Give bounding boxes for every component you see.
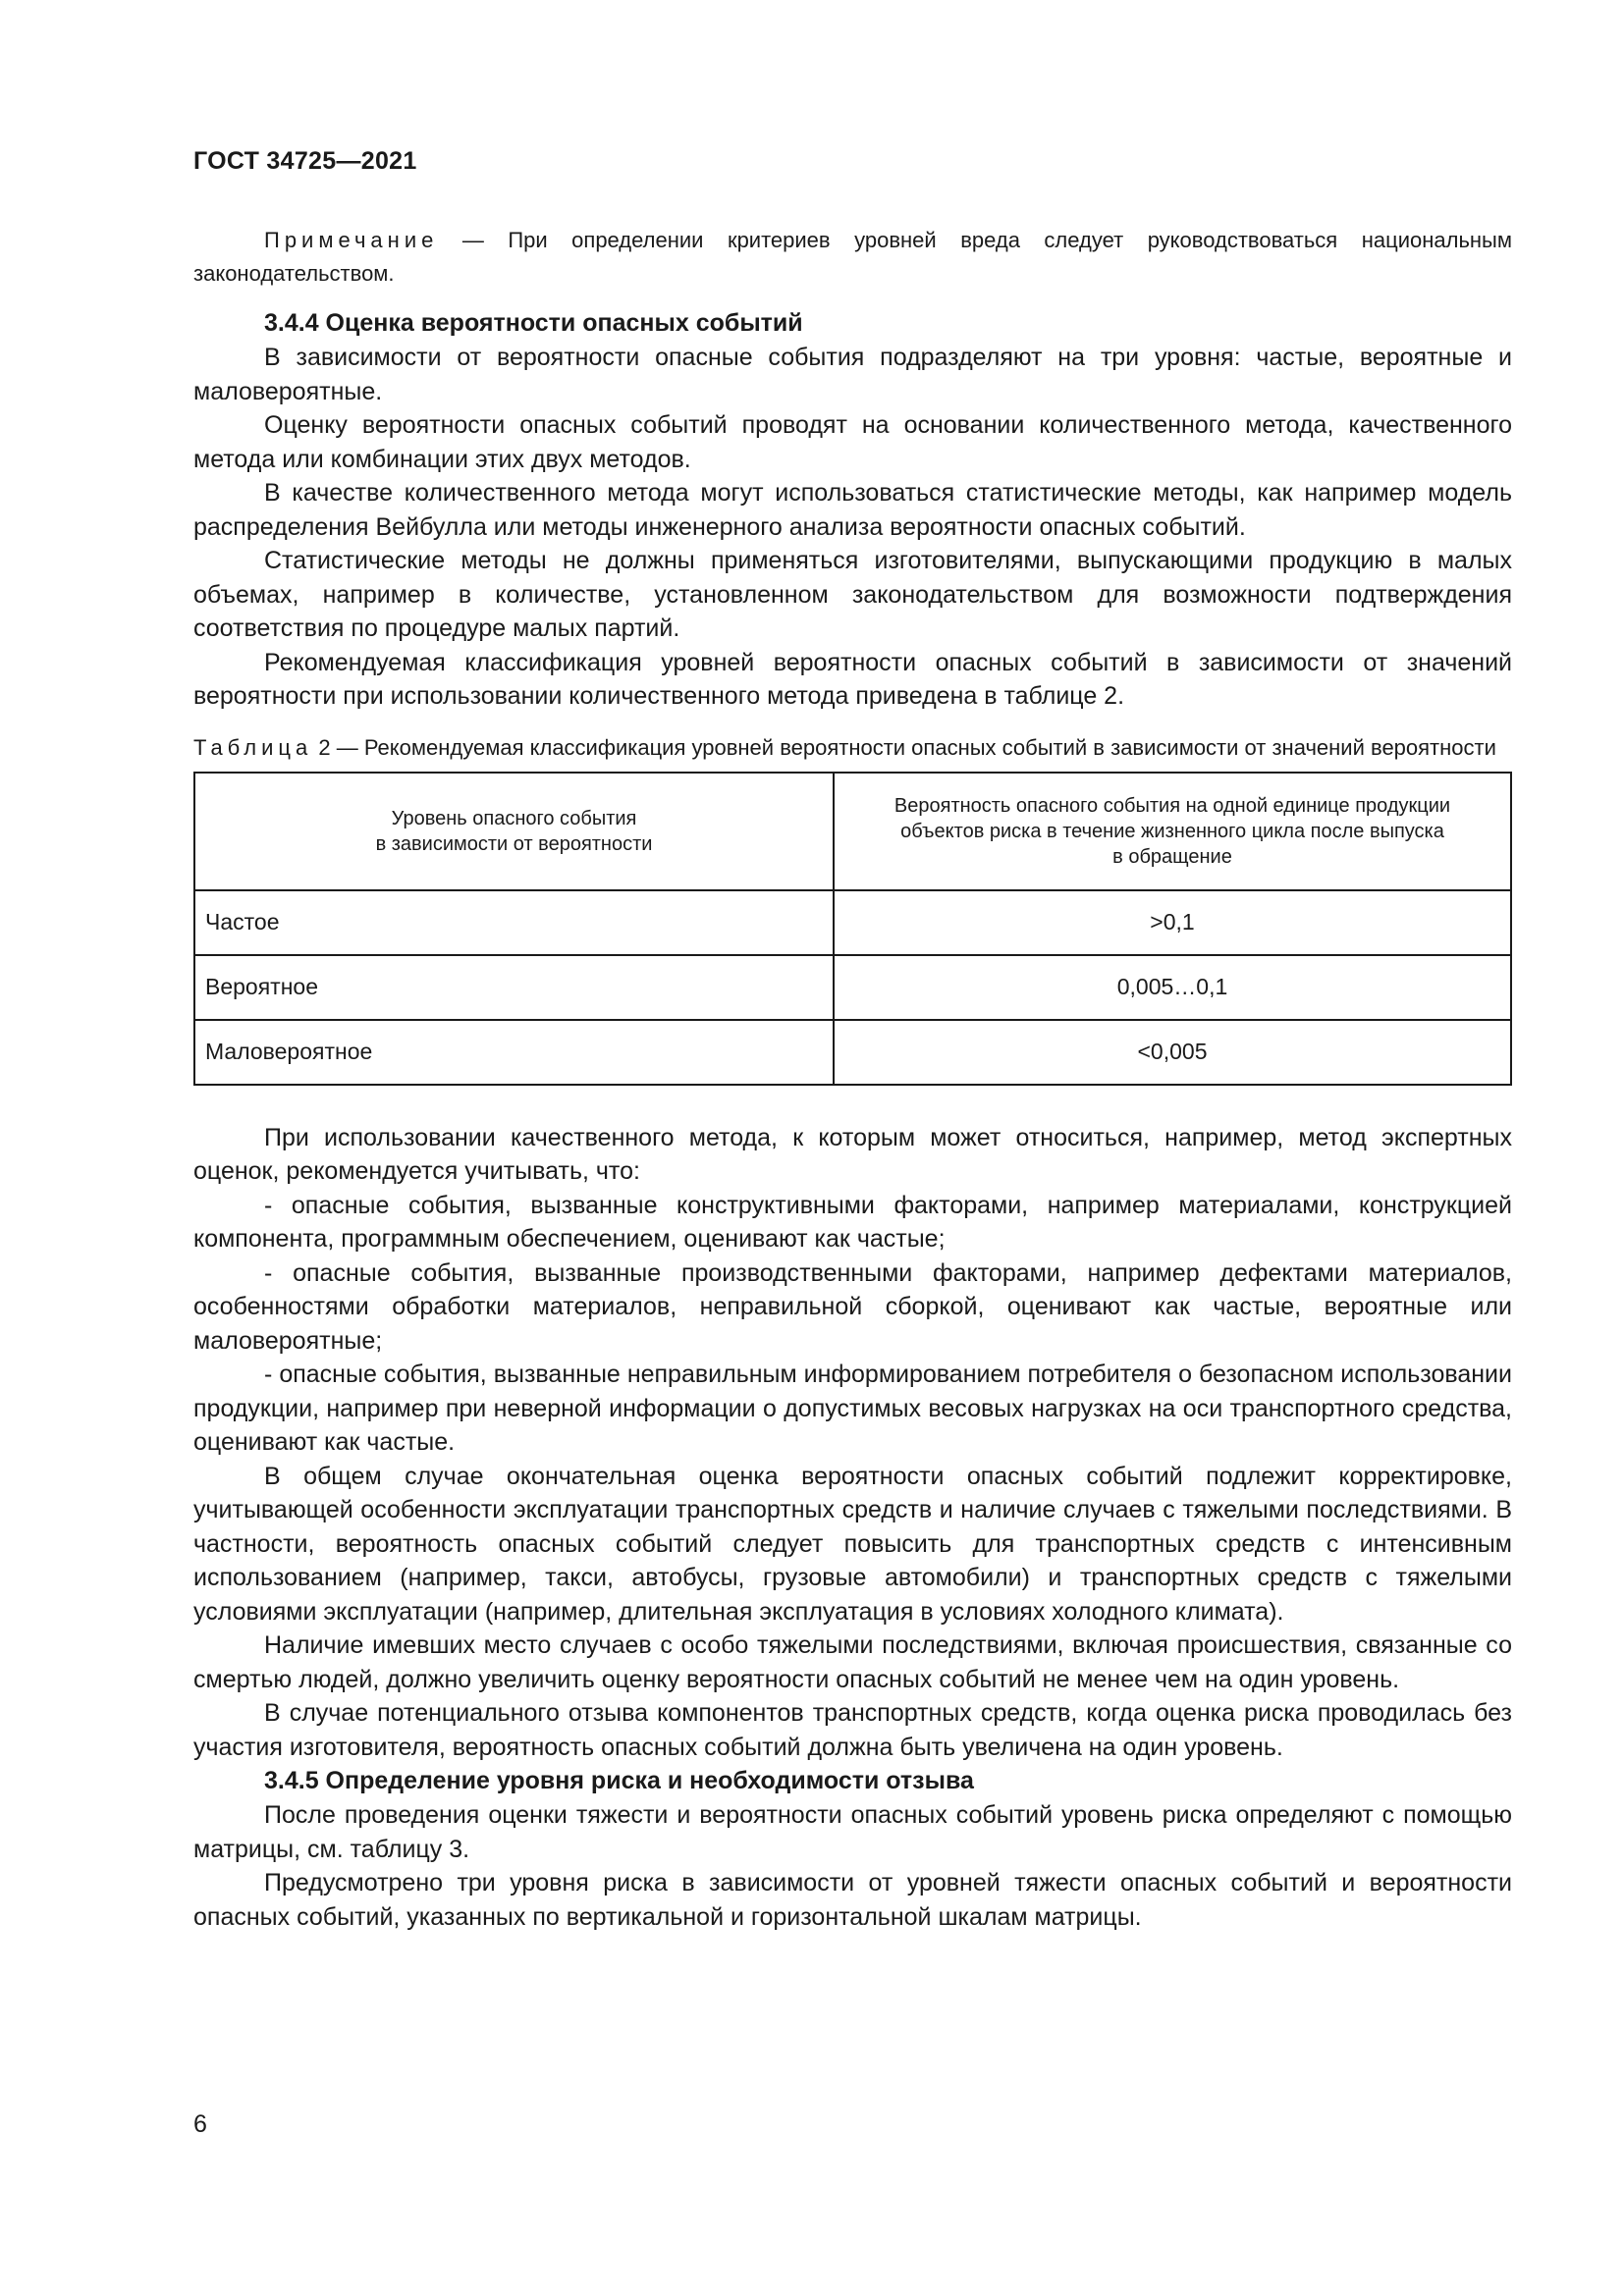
table-row — [194, 890, 1511, 955]
table-row — [194, 1020, 1511, 1085]
probability-cell: 0,005…0,1 — [834, 955, 1511, 1020]
paragraph: Предусмотрено три уровня риска в зависимости от уровней тяжести опасных событий и вероятности опасных событий, указанных по вертикальной и горизонтальной шкалам матрицы. — [193, 1869, 1512, 1931]
page-content — [193, 224, 1512, 1934]
level-cell: Маловероятное — [194, 1020, 834, 1085]
probability-cell: >0,1 — [834, 890, 1511, 955]
paragraph: Статистические методы не должны применяться изготовителями, выпускающими продукцию в малых объемах, например в количестве, установленном законодательством для возможности подтверждения соответствия по процедуре малых партий. — [193, 547, 1512, 642]
col-header-level — [194, 773, 834, 890]
table-row — [194, 955, 1511, 1020]
page-number: 6 — [193, 2110, 207, 2138]
list-item: - опасные события, вызванные конструктивными факторами, например материалами, конструкцией компонента, программным обеспечением, оценивают как частые; — [193, 1191, 1512, 1253]
section-title-3-4-4: 3.4.4 Оценка вероятности опасных событий — [264, 309, 803, 337]
col-header-level-text: Уровень опасного события в зависимости от вероятности — [375, 807, 653, 855]
table-caption-text: 2 — Рекомендуемая классификация уровней вероятности опасных событий в зависимости от значений вероятности — [312, 734, 1496, 760]
table-2-caption — [193, 731, 1512, 764]
list-item: - опасные события, вызванные неправильным информированием потребителя о безопасном использовании продукции, например при неверной информации о допустимых весовых нагрузках на оси транспортного средства, оценивают как частые. — [193, 1361, 1512, 1456]
table-2 — [193, 772, 1512, 1086]
level-cell: Вероятное — [194, 955, 834, 1020]
level-cell: Частое — [194, 890, 834, 955]
col-header-probability-text: Вероятность опасного события на одной единице продукции объектов риска в течение жизненного цикла после выпуска в обращение — [893, 794, 1451, 868]
paragraph: Наличие имевших место случаев с особо тяжелыми последствиями, включая происшествия, связанные со смертью людей, должно увеличить оценку вероятности опасных событий не менее чем на один уровень. — [193, 1631, 1512, 1693]
paragraph: В общем случае окончательная оценка вероятности опасных событий подлежит корректировке, учитывающей особенности эксплуатации транспортных средств и наличие случаев с тяжелыми последствиями. В частности, вероятность опасных событий следует повысить для транспортных средств с интенсивным использованием (например, такси, автобусы, грузовые автомобили) и транспортных средств с тяжелыми условиями эксплуатации (например, длительная эксплуатация в условиях холодного климата). — [193, 1462, 1512, 1626]
note — [193, 224, 1512, 291]
table-header-row — [194, 773, 1511, 890]
paragraph: В случае потенциального отзыва компонентов транспортных средств, когда оценка риска проводилась без участия изготовителя, вероятность опасных событий должна быть увеличена на один уровень. — [193, 1699, 1512, 1761]
paragraph: Оценку вероятности опасных событий проводят на основании количественного метода, качественного метода или комбинации этих двух методов. — [193, 411, 1512, 473]
standard-header: ГОСТ 34725—2021 — [193, 147, 417, 175]
probability-cell: <0,005 — [834, 1020, 1511, 1085]
paragraph: В зависимости от вероятности опасные события подразделяют на три уровня: частые, вероятные и маловероятные. — [193, 344, 1512, 405]
section-title-3-4-5: 3.4.5 Определение уровня риска и необходимости отзыва — [264, 1767, 974, 1794]
col-header-probability — [834, 773, 1511, 890]
list-item: - опасные события, вызванные производственными факторами, например дефектами материалов, особенностями обработки материалов, неправильной сборкой, оценивают как частые, вероятные или маловероятные; — [193, 1258, 1512, 1355]
note-label: Примечание — [264, 228, 439, 252]
paragraph: После проведения оценки тяжести и вероятности опасных событий уровень риска определяют с помощью матрицы, см. таблицу 3. — [193, 1801, 1512, 1863]
paragraph: Рекомендуемая классификация уровней вероятности опасных событий в зависимости от значений вероятности при использовании количественного метода приведена в таблице 2. — [193, 648, 1512, 710]
paragraph: В качестве количественного метода могут использоваться статистические методы, как например модель распределения Вейбулла или методы инженерного анализа вероятности опасных событий. — [193, 479, 1512, 541]
table-caption-label: Таблица — [193, 734, 313, 760]
note-text: — При определении критериев уровней вреда следует руководствоваться национальным законодательством. — [193, 228, 1512, 286]
paragraph: При использовании качественного метода, к которым может относиться, например, метод экспертных оценок, рекомендуется учитывать, что: — [193, 1123, 1512, 1185]
